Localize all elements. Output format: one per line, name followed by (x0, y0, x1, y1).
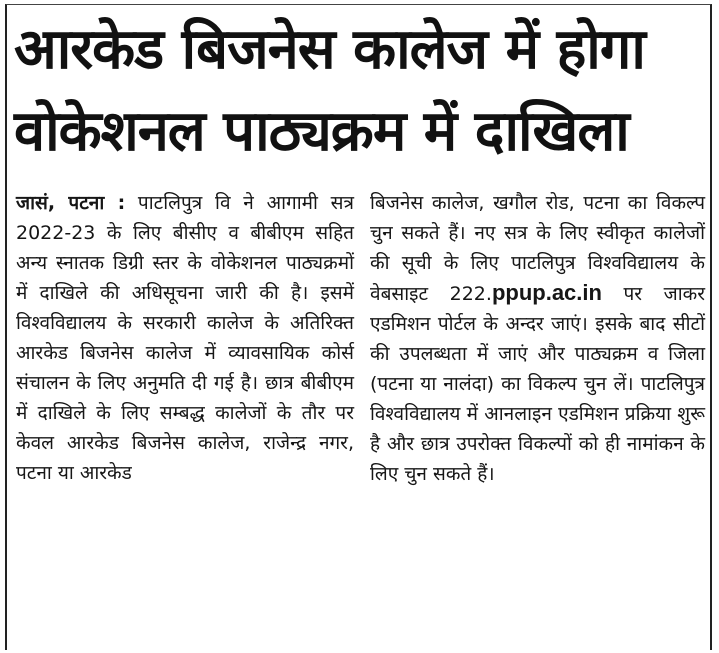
right-paragraph (370, 188, 705, 489)
left-body-text: पाटलिपुत्र वि ने आगामी सत्र 2022-23 के लिए बीसीए व बीबीएम सहित अन्य स्नातक डिग्री स्तर के वोकेशनल पाठ्यक्रमों में दाखिले की अधिसूचना जारी की है। इसमें विश्वविद्यालय के सरकारी कालेज के अतिरिक्त आरकेड बिजनेस कालेज में व्यावसायिक कोर्स संचालन के लिए अनुमति दी गई है। छात्र बीबीएम में दाखिले के लिए सम्बद्ध कालेजों के तौर पर केवल आरकेड बिजनेस कालेज, राजेन्द्र नगर, पटना या आरकेड (16, 192, 354, 484)
right-body-text-1: बिजनेस कालेज, खगौल रोड, पटना का विकल्प चुन सकते हैं। नए सत्र के लिए स्वीकृत कालेजों की सूची के लिए पाटलिपुत्र विश्वविद्यालय के वेबसाइट 222. (370, 192, 705, 305)
left-paragraph (16, 188, 354, 488)
headline-line-1: आरकेड बिजनेस कालेज में होगा (14, 17, 645, 82)
dateline: जासं, पटना : (16, 192, 126, 214)
website-url: ppup.ac.in (491, 280, 602, 305)
right-body-text-2: पर जाकर एडमिशन पोर्टल के अन्दर जाएं। इसके बाद सीटों की उपलब्धता में जाएं और पाठ्यक्रम व जिला (पटना या नालंदा) का विकल्प चुन लें। पाटलिपुत्र विश्वविद्यालय में आनलाइन एडमिशन प्रक्रिया शुरू है और छात्र उपरोक्त विकल्पों को ही नामांकन के लिए चुन सकते हैं। (370, 283, 705, 485)
article-column-left (16, 188, 354, 488)
article-column-right (370, 188, 705, 489)
headline-line-2: वोकेशनल पाठ्यक्रम में दाखिला (14, 99, 629, 164)
